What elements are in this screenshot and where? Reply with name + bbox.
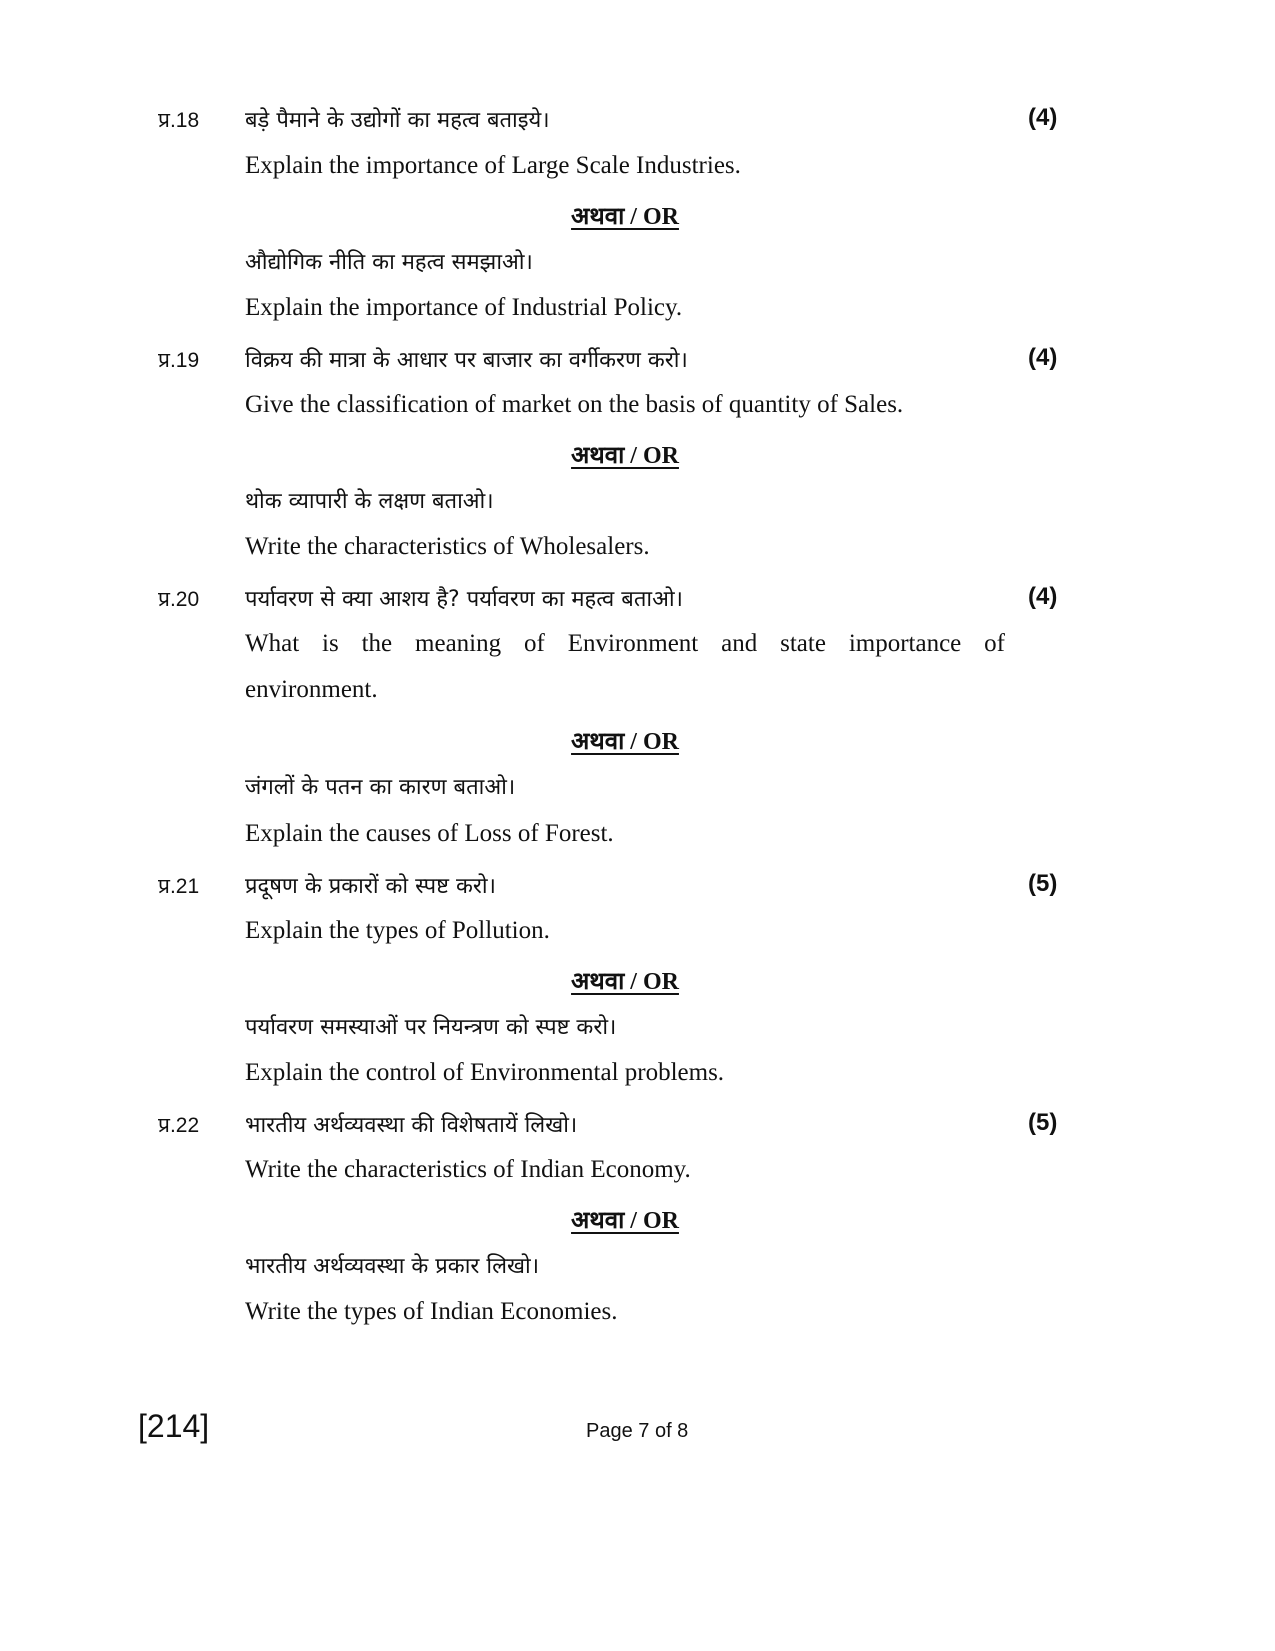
alternative-text-english: Write the types of Indian Economies. [245,1298,618,1325]
alternative-text-hindi: भारतीय अर्थव्यवस्था के प्रकार लिखो। [245,1254,540,1279]
or-separator: अथवा / OR [571,729,679,755]
question-marks: (4) [1028,583,1058,610]
question-text-english: Give the classification of market on the basis of quantity of Sales. [245,391,904,418]
alternative-text-english: Explain the control of Environmental problems. [245,1059,725,1086]
alternative-text-hindi: थोक व्यापारी के लक्षण बताओ। [245,489,494,514]
question-text-english-line-1: What is the meaning of Environment and state importance of [245,630,1005,657]
alternative-text-english: Explain the importance of Industrial Policy. [245,294,683,321]
alternative-text-hindi: जंगलों के पतन का कारण बताओ। [245,775,516,800]
question-text-hindi: प्रदूषण के प्रकारों को स्पष्ट करो। [245,874,496,899]
or-separator: अथवा / OR [571,204,679,230]
question-text-english: Write the characteristics of Indian Economy. [245,1156,691,1183]
or-separator: अथवा / OR [571,969,679,995]
question-text-hindi: भारतीय अर्थव्यवस्था की विशेषतायें लिखो। [245,1113,578,1138]
question-marks: (4) [1028,344,1058,371]
alternative-text-hindi: औद्योगिक नीति का महत्व समझाओ। [245,250,533,275]
paper-code: [214] [138,1408,210,1444]
question-marks: (5) [1028,1109,1058,1136]
page-number: Page 7 of 8 [586,1420,689,1442]
question-number: प्र.21 [158,875,200,898]
question-marks: (4) [1028,104,1058,131]
question-text-english: Explain the types of Pollution. [245,917,550,944]
question-text-hindi: पर्यावरण से क्या आशय है? पर्यावरण का महत्व बताओ। [245,587,683,612]
question-text-english-line-2: environment. [245,676,378,703]
question-number: प्र.22 [158,1114,200,1137]
alternative-text-english: Write the characteristics of Wholesalers. [245,533,650,560]
or-separator: अथवा / OR [571,1208,679,1234]
question-text-hindi: विक्रय की मात्रा के आधार पर बाजार का वर्गीकरण करो। [245,348,688,373]
alternative-text-english: Explain the causes of Loss of Forest. [245,820,614,847]
question-number: प्र.19 [158,349,200,372]
alternative-text-hindi: पर्यावरण समस्याओं पर नियन्त्रण को स्पष्ट करो। [245,1015,617,1040]
question-number: प्र.18 [158,109,200,132]
question-number: प्र.20 [158,588,200,611]
or-separator: अथवा / OR [571,443,679,469]
question-text-english: Explain the importance of Large Scale Industries. [245,152,741,179]
question-text-hindi: बड़े पैमाने के उद्योगों का महत्व बताइये। [245,108,550,133]
question-marks: (5) [1028,870,1058,897]
